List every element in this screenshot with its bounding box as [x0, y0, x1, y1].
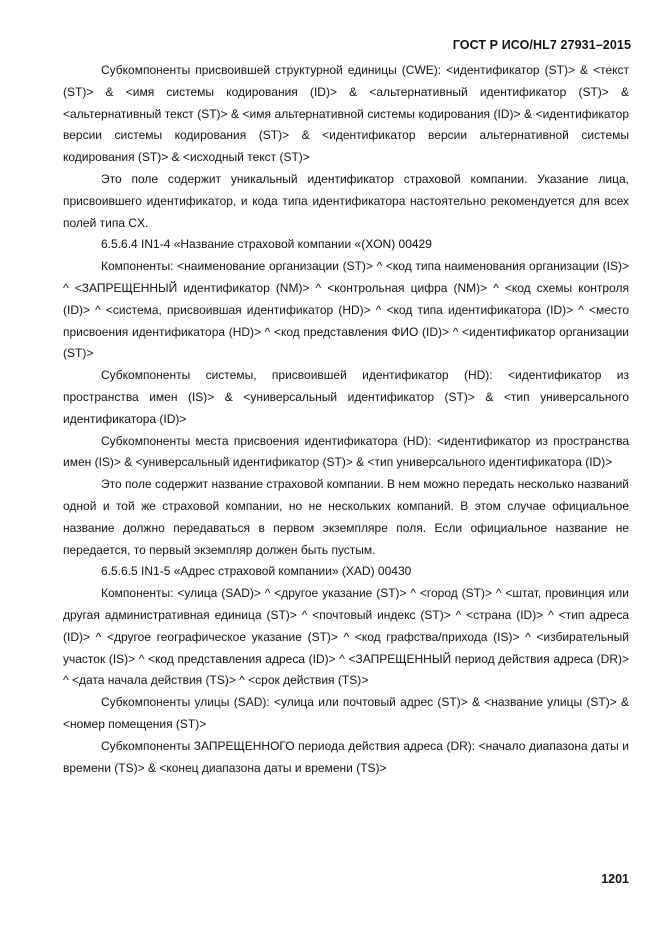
- paragraph-hd-assigning-authority: Субкомпоненты системы, присвоившей идентификатор (HD): <идентификатор из пространства имен (IS)> & <универсальный идентификатор (ST)> & <тип универсального идентификатора (ID)>: [63, 368, 629, 426]
- paragraph-insurer-id-description: Это поле содержит уникальный идентификатор страховой компании. Указание лица, присвоившего идентификатор, и кода типа идентификатора настоятельно рекомендуется для всех полей типа CX.: [63, 171, 629, 230]
- paragraph-insurer-name-description: Это поле содержит название страховой компании. В нем можно передать несколько названий одной и той же страховой компании, но не нескольких компаний. В этом случае официальное название должно передаваться в первом экземпляре поля. Если официальное название не передается, то первый экземпляр должен быть пустым.: [63, 477, 629, 557]
- paragraph-xad-components: Компоненты: <улица (SAD)> ^ <другое указание (ST)> ^ <город (ST)> ^ <штат, провинция или другая административная единица (ST)> ^ <почтовый индекс (ST)> ^ <страна (ID)> ^ <тип адреса (ID)> ^ <другое географическое указание (ST)> ^ <код графства/прихода (IS)> ^ <избирательный участок (IS)> ^ <код представления адреса (ID)> ^ <ЗАПРЕЩЕННЫЙ период действия адреса (DR)> ^ <дата начала действия (TS)> ^ <срок действия (TS)>: [63, 586, 629, 688]
- paragraph-dr-subcomponents: Субкомпоненты ЗАПРЕЩЕННОГО периода действия адреса (DR): <начало диапазона даты и времени (TS)> & <конец диапазона даты и времени (TS)>: [63, 738, 629, 775]
- paragraph-hd-assigning-facility: Субкомпоненты места присвоения идентификатора (HD): <идентификатор из пространства имен (IS)> & <универсальный идентификатор (ST)> & <тип универсального идентификатора (ID)>: [63, 433, 629, 470]
- page-number: 1201: [601, 872, 629, 886]
- section-heading-in1-5: 6.5.6.5 IN1-5 «Адрес страховой компании» (XAD) 00430: [101, 564, 412, 579]
- paragraph-cwe-subcomponents: Субкомпоненты присвоившей структурной единицы (CWE): <идентификатор (ST)> & <текст (ST)> & <имя системы кодирования (ID)> & <альтернативный идентификатор (ST)> & <альтернативный текст (ST)> & <имя альтернативной системы кодирования (ID)> & <идентификатор версии системы кодирования (ST)> & <идентификатор версии альтернативной системы кодирования (ST)> & <исходный текст (ST)>: [63, 63, 629, 165]
- paragraph-xon-components: Компоненты: <наименование организации (ST)> ^ <код типа наименования организации (IS)> ^ <ЗАПРЕЩЕННЫЙ идентификатор (NM)> ^ <контрольная цифра (NM)> ^ <код схемы контроля (ID)> ^ <система, присвоившая идентификатор (HD)> ^ <код типа идентификатора (ID)> ^ <место присвоения идентификатора (HD)> ^ <код представления ФИО (ID)> ^ <идентификатор организации (ST)>: [63, 259, 629, 361]
- document-body: [63, 60, 629, 779]
- section-heading-in1-4: 6.5.6.4 IN1-4 «Название страховой компании «(XON) 00429: [101, 237, 432, 252]
- paragraph-sad-subcomponents: Субкомпоненты улицы (SAD): <улица или почтовый адрес (ST)> & <название улицы (ST)> & <номер помещения (ST)>: [63, 695, 629, 731]
- document-standard-header: ГОСТ Р ИСО/HL7 27931–2015: [452, 38, 631, 52]
